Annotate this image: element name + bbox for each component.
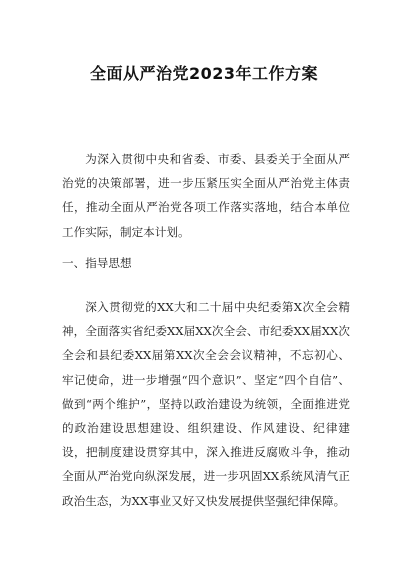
document-title: 全面从严治党2023年工作方案 [89,64,319,83]
guiding-ideology-paragraph: 深入贯彻党的XX大和二十届中央纪委第X次全会精神，全面落实省纪委XX届XX次全会、市纪委XX届XX次全会和县纪委XX届第XX次全会会议精神，不忘初心、牢记使命，进一步增强“四个意识”、坚定“四个自信”、做到“两个维护”，坚持以政治建设为统领，全面推进党的政治建设思想建设、组织建设、作风建设、纪律建设，把制度建设贯穿其中，深入推进反腐败斗争，推动全面从严治党向纵深发展，进一步巩固XX系统风清气正政治生态，为XX事业又好又快发展提供坚强纪律保障。 [62,300,350,508]
section-heading-guiding-ideology: 一、指导思想 [62,256,132,270]
intro-paragraph: 为深入贯彻中央和省委、市委、县委关于全面从严治党的决策部署，进一步压紧压实全面从严治党主体责任，推动全面从严治党各项工作落实落地，结合本单位工作实际，制定本计划。 [62,152,350,239]
